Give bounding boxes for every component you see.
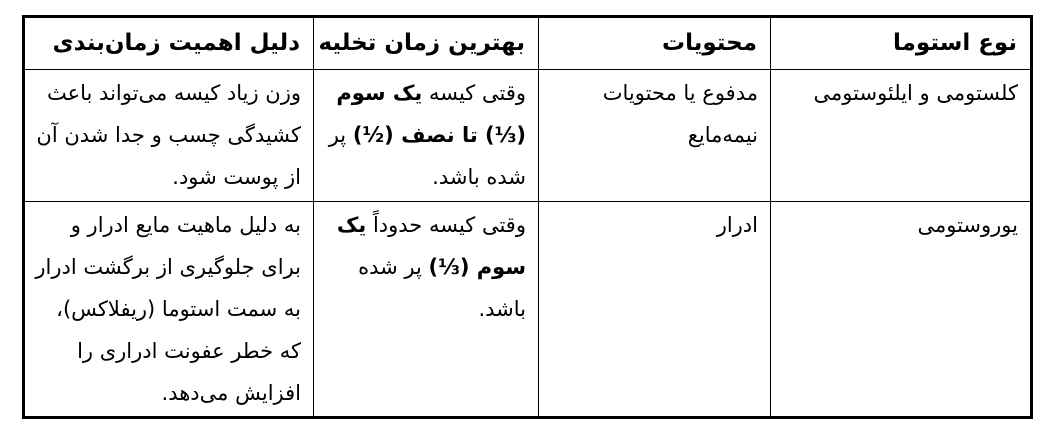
cell-timing-importance-reason: به دلیل ماهیت مایع ادرار و برای جلوگیری از برگشت ادرار به سمت استوما (ریفلاکس)، که خطر عفونت ادراری را افزایش می‌دهد. — [24, 202, 314, 418]
table-row-colostomy-ileostomy — [24, 70, 1032, 202]
cell-best-emptying-time: وقتی کیسه یک سوم (⅓) تا نصف (½) پر شده باشد. — [314, 70, 539, 202]
col-header-contents: محتویات — [539, 17, 771, 70]
table-row-urostomy — [24, 202, 1032, 418]
cell-stoma-type: کلستومی و ایلئوستومی — [771, 70, 1032, 202]
ostomy-emptying-table — [22, 15, 1033, 419]
col-header-stoma-type: نوع استوما — [771, 17, 1032, 70]
col-header-timing-importance-reason: دلیل اهمیت زمان‌بندی — [24, 17, 314, 70]
cell-contents: ادرار — [539, 202, 771, 418]
col-header-best-emptying-time: بهترین زمان تخلیه — [314, 17, 539, 70]
cell-stoma-type: یوروستومی — [771, 202, 1032, 418]
header-row — [24, 17, 1032, 70]
cell-best-emptying-time: وقتی کیسه حدوداً یک سوم (⅓) پر شده باشد. — [314, 202, 539, 418]
cell-contents: مدفوع یا محتویات نیمه‌مایع — [539, 70, 771, 202]
cell-timing-importance-reason: وزن زیاد کیسه می‌تواند باعث کشیدگی چسب و جدا شدن آن از پوست شود. — [24, 70, 314, 202]
